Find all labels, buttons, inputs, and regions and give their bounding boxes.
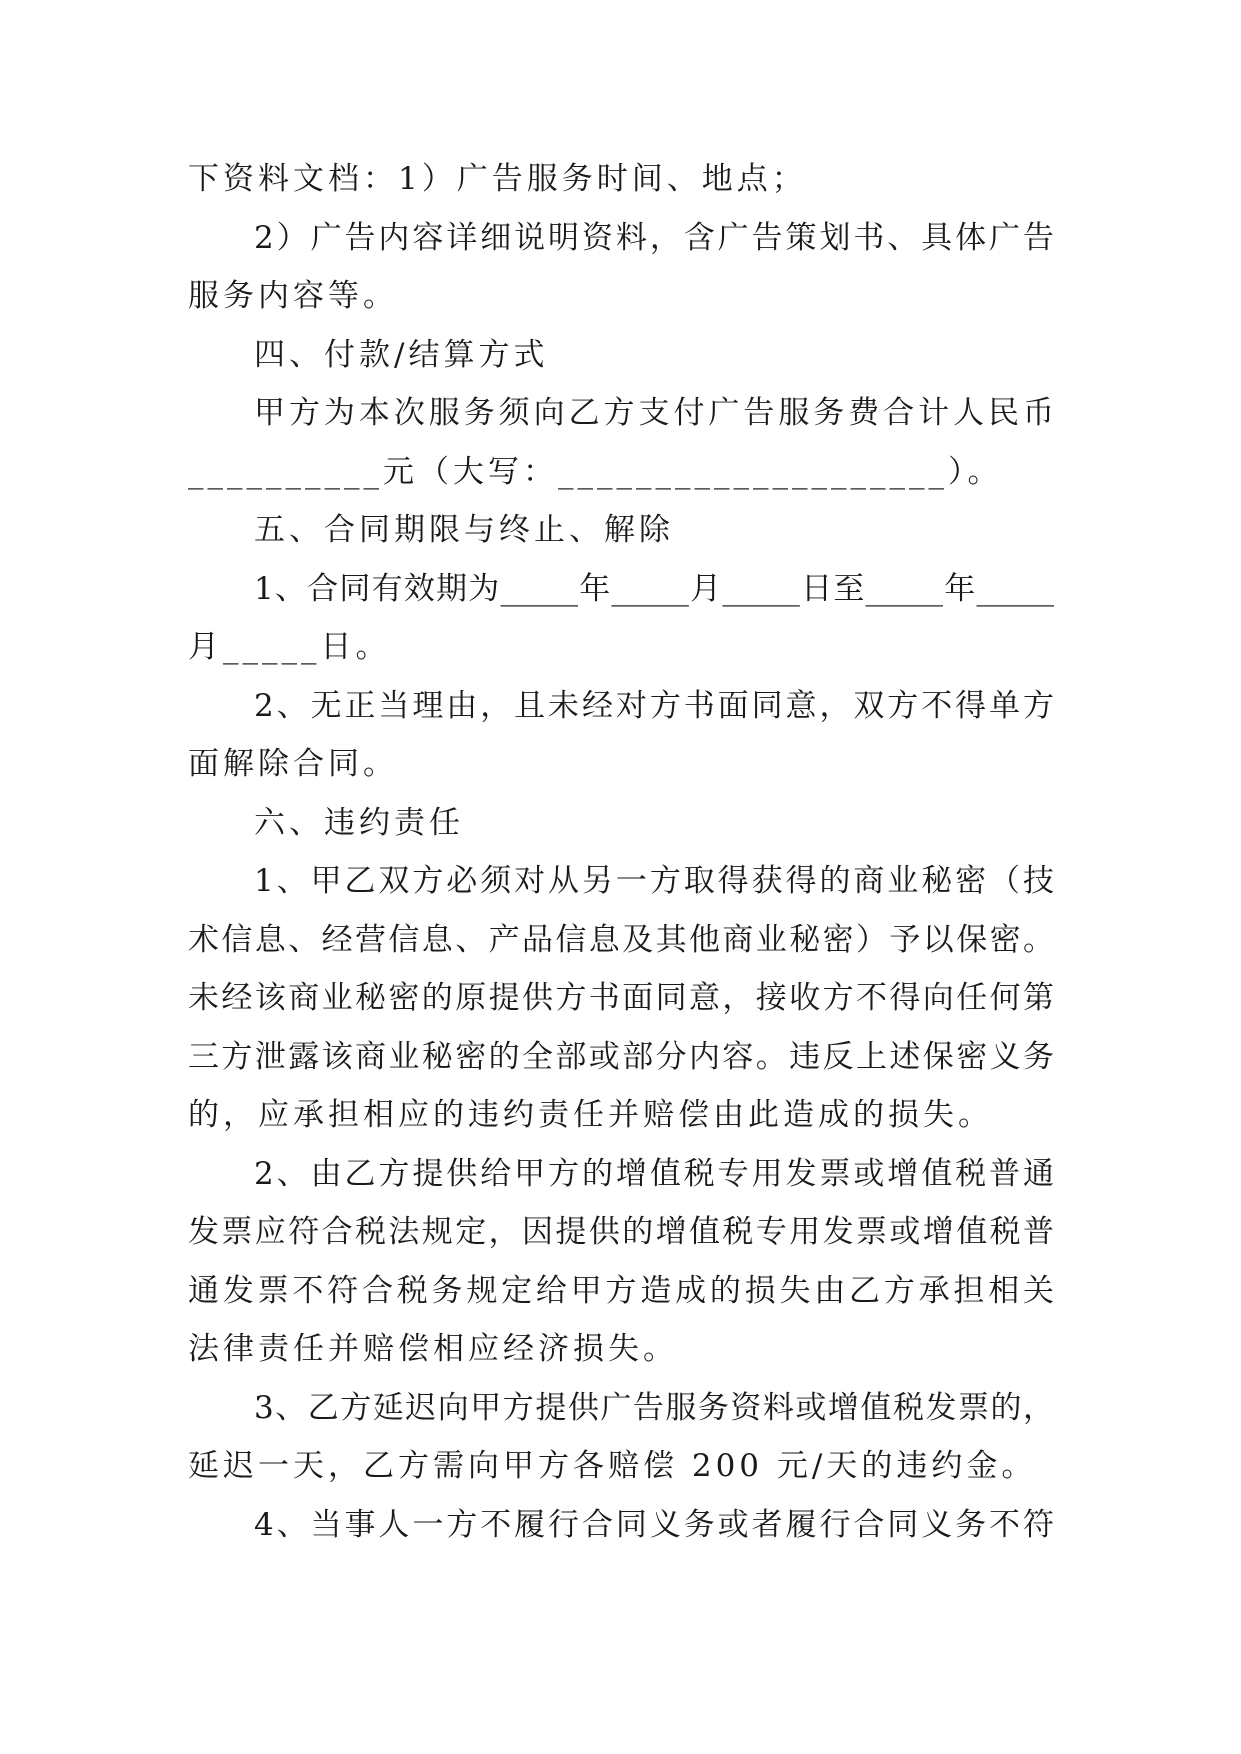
text-line: 1、甲乙双方必须对从另一方取得获得的商业秘密（技: [254, 863, 1054, 899]
text-line: 甲方为本次服务须向乙方支付广告服务费合计人民币: [254, 395, 1054, 431]
section-heading: 五、合同期限与终止、解除: [254, 512, 674, 548]
text-line: 延迟一天，乙方需向甲方各赔偿 200 元/天的违约金。: [188, 1448, 1037, 1484]
text-line: 2、由乙方提供给甲方的增值税专用发票或增值税普通: [254, 1155, 1054, 1192]
section-heading: 四、付款/结算方式: [254, 336, 549, 373]
text-line: 三方泄露该商业秘密的全部或部分内容。违反上述保密义务: [188, 1038, 1054, 1075]
text-line: 下资料文档：1）广告服务时间、地点；: [188, 161, 807, 197]
text-line: 3、乙方延迟向甲方提供广告服务资料或增值税发票的，: [254, 1389, 1054, 1426]
text-line: 月_____日。: [188, 629, 391, 665]
text-line: 1、合同有效期为_____年_____月_____日至_____年_____: [254, 570, 1054, 607]
text-line: 术信息、经营信息、产品信息及其他商业秘密）予以保密。: [188, 921, 1054, 958]
text-line: 发票应符合税法规定，因提供的增值税专用发票或增值税普: [188, 1214, 1054, 1250]
contract-body: [188, 150, 1054, 1554]
text-line: 2）广告内容详细说明资料，含广告策划书、具体广告: [254, 219, 1054, 256]
text-line: __________元（大写：____________________）。: [188, 453, 1003, 490]
text-line: 服务内容等。: [188, 278, 398, 314]
text-line: 面解除合同。: [188, 746, 398, 782]
text-line: 通发票不符合税务规定给甲方造成的损失由乙方承担相关: [188, 1272, 1054, 1309]
section-heading: 六、违约责任: [254, 804, 464, 841]
text-line: 法律责任并赔偿相应经济损失。: [188, 1331, 678, 1367]
text-line: 未经该商业秘密的原提供方书面同意，接收方不得向任何第: [188, 980, 1054, 1016]
text-line: 2、无正当理由，且未经对方书面同意，双方不得单方: [254, 687, 1054, 724]
text-line: 的，应承担相应的违约责任并赔偿由此造成的损失。: [188, 1097, 993, 1133]
text-line: 4、当事人一方不履行合同义务或者履行合同义务不符: [254, 1506, 1054, 1543]
